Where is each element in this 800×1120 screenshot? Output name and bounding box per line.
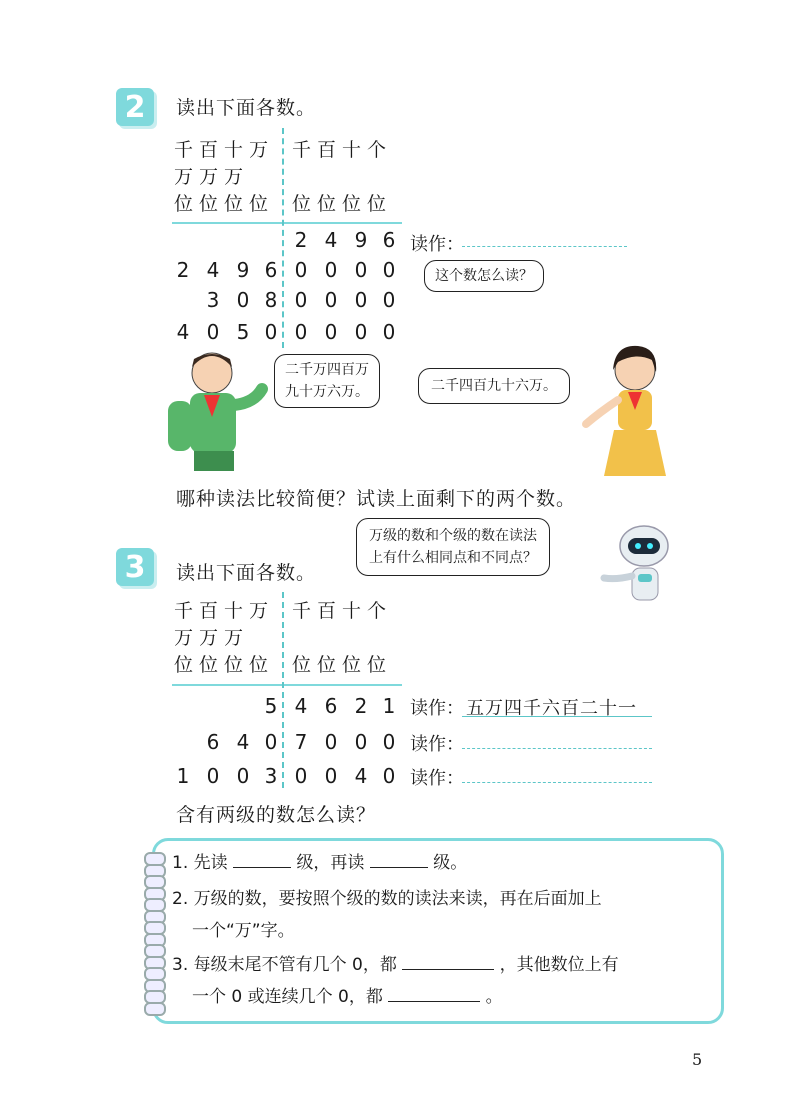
s2-row-3-right-digit: 0	[354, 288, 368, 312]
s3-row-2-left-digit: 4	[236, 730, 250, 754]
rule-3-line2-b: 。	[485, 987, 503, 1007]
s3-row-3-right-digit: 4	[354, 764, 368, 788]
bubble-girl-text: 二千四百九十六万。	[431, 378, 557, 394]
s2-row-1-right-digit: 9	[354, 228, 368, 252]
rule-1-blank-1[interactable]	[233, 849, 291, 868]
s2-row-1-right-digit: 4	[324, 228, 338, 252]
s3-header-left-3: 位位位位	[174, 654, 275, 676]
s3-read-label-1: 读作：	[410, 698, 464, 719]
s3-row-1-right-digit: 2	[354, 694, 368, 718]
robot-illustration	[600, 520, 680, 610]
s2-read-line[interactable]	[462, 246, 627, 247]
s3-row-3-left-digit: 0	[206, 764, 220, 788]
section-2-question: 哪种读法比较简便？试读上面剩下的两个数。	[176, 488, 577, 510]
rule-1-part-b: 级，再读	[296, 853, 365, 873]
s3-header-right-3: 位位位位	[292, 654, 393, 676]
s3-header-left-1: 千百十万	[174, 600, 275, 622]
s2-row-4-right-digit: 0	[354, 320, 368, 344]
s2-row-3-left-digit: 3	[206, 288, 220, 312]
s2-row-2-left-digit: 2	[176, 258, 190, 282]
bubble-robot-line1: 万级的数和个级的数在读法	[369, 528, 537, 544]
s2-row-4-left-digit: 4	[176, 320, 190, 344]
s2-divider	[282, 128, 284, 348]
s2-header-left-3: 位位位位	[174, 193, 275, 215]
s2-row-3-left-digit: 8	[264, 288, 278, 312]
rule-3-blank-1[interactable]	[402, 951, 494, 970]
s2-header-right-1: 千百十个	[292, 139, 393, 161]
rule-1-part-a: 1. 先读	[172, 853, 228, 873]
s2-row-1-right-digit: 2	[294, 228, 308, 252]
section-3-title: 读出下面各数。	[176, 562, 317, 584]
s2-header-right-3: 位位位位	[292, 193, 393, 215]
section-2-badge: 2	[116, 88, 154, 126]
rule-3-part-a: 3. 每级末尾不管有几个 0，都	[172, 955, 397, 975]
bubble-girl	[418, 368, 570, 404]
s3-row-3-right-digit: 0	[382, 764, 396, 788]
s3-row-3-left-digit: 0	[236, 764, 250, 788]
s3-row-2-right-digit: 0	[324, 730, 338, 754]
rule-1-blank-2[interactable]	[370, 849, 428, 868]
s3-header-left-2: 万万万	[174, 627, 250, 649]
page-number: 5	[692, 1050, 703, 1069]
s3-row-2-right-digit: 7	[294, 730, 308, 754]
rule-2-line1: 2. 万级的数，要按照个级的数的读法来读，再在后面加上	[172, 889, 602, 909]
s3-read-line-2[interactable]	[462, 748, 652, 749]
s3-read-line-1	[462, 716, 652, 717]
s3-read-label-2: 读作：	[410, 734, 464, 755]
s2-row-4-right-digit: 0	[324, 320, 338, 344]
rule-1	[172, 846, 467, 880]
s2-header-left-2: 万万万	[174, 166, 250, 188]
s2-row-3-right-digit: 0	[324, 288, 338, 312]
s3-row-1-right-digit: 6	[324, 694, 338, 718]
s3-row-2-right-digit: 0	[354, 730, 368, 754]
s3-row-2-left-digit: 0	[264, 730, 278, 754]
s3-row-1-right-digit: 1	[382, 694, 396, 718]
rule-2-line2: 一个“万”字。	[192, 921, 295, 941]
spiral-ring	[144, 1002, 166, 1016]
girl-illustration	[580, 340, 680, 480]
s2-row-3-right-digit: 0	[294, 288, 308, 312]
boy-illustration	[162, 345, 272, 475]
s3-row-3-right-digit: 0	[294, 764, 308, 788]
rule-3-blank-2[interactable]	[388, 983, 480, 1002]
s3-row-3-right-digit: 0	[324, 764, 338, 788]
s2-row-1-right-digit: 6	[382, 228, 396, 252]
bubble-boy-line1: 二千万四百万	[285, 362, 369, 378]
s2-row-4-right-digit: 0	[294, 320, 308, 344]
s2-row-2-right-digit: 0	[354, 258, 368, 282]
s2-row-4-left-digit: 5	[236, 320, 250, 344]
s2-row-4-left-digit: 0	[264, 320, 278, 344]
s3-row-2-left-digit: 6	[206, 730, 220, 754]
s3-read-label-3: 读作：	[410, 768, 464, 789]
bubble-boy-line2: 九十万六万。	[285, 384, 369, 400]
section-3-badge: 3	[116, 548, 154, 586]
s3-row-2-right-digit: 0	[382, 730, 396, 754]
section-3-question: 含有两级的数怎么读？	[176, 804, 377, 826]
bubble-boy	[274, 354, 380, 408]
s3-row-1-right-digit: 4	[294, 694, 308, 718]
rule-1-part-c: 级。	[433, 853, 468, 873]
section-2-title: 读出下面各数。	[176, 97, 317, 119]
s2-header-rule	[172, 222, 402, 224]
s3-divider	[282, 592, 284, 788]
s2-row-2-left-digit: 9	[236, 258, 250, 282]
rule-3-part-b: ，其他数位上有	[499, 955, 619, 975]
s2-row-4-right-digit: 0	[382, 320, 396, 344]
s3-header-rule	[172, 684, 402, 686]
s3-row-3-left-digit: 1	[176, 764, 190, 788]
s3-read-line-3[interactable]	[462, 782, 652, 783]
s2-row-2-right-digit: 0	[294, 258, 308, 282]
bubble-question-text: 这个数怎么读？	[435, 268, 533, 284]
s3-row-3-left-digit: 3	[264, 764, 278, 788]
s2-row-2-left-digit: 4	[206, 258, 220, 282]
s2-read-label: 读作：	[410, 234, 464, 255]
bubble-robot	[356, 518, 550, 576]
s3-row-1-left-digit: 5	[264, 694, 278, 718]
s2-header-left-1: 千百十万	[174, 139, 275, 161]
s2-row-2-left-digit: 6	[264, 258, 278, 282]
bubble-question	[424, 260, 544, 292]
rule-3-line1	[172, 948, 619, 982]
rule-3-line2-a: 一个 0 或连续几个 0，都	[192, 987, 383, 1007]
s2-row-3-right-digit: 0	[382, 288, 396, 312]
bubble-robot-line2: 上有什么相同点和不同点？	[369, 550, 537, 566]
s2-row-3-left-digit: 0	[236, 288, 250, 312]
s2-row-2-right-digit: 0	[324, 258, 338, 282]
s2-row-2-right-digit: 0	[382, 258, 396, 282]
s3-header-right-1: 千百十个	[292, 600, 393, 622]
s3-read-value-1: 五万四千六百二十一	[466, 698, 637, 719]
rule-3-line2	[192, 980, 503, 1014]
s2-row-4-left-digit: 0	[206, 320, 220, 344]
